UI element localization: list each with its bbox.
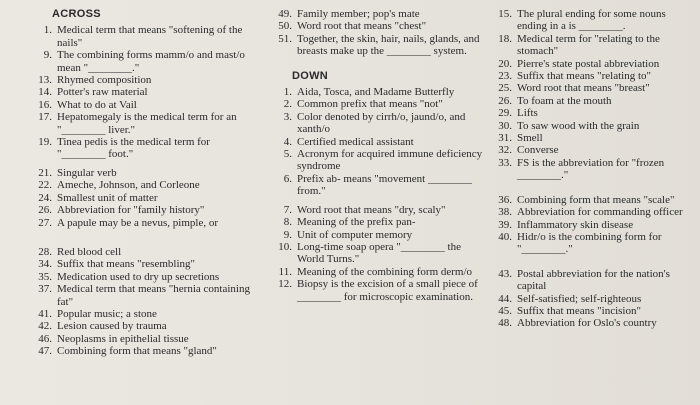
clue-item	[30, 217, 255, 229]
clue-number: 28.	[38, 245, 52, 258]
clue-text: Medical term for "relating to the stomach"	[517, 32, 660, 58]
clue-item	[30, 258, 255, 270]
clue-text: Smallest unit of matter	[57, 191, 158, 204]
clue-item	[30, 246, 255, 258]
clue-number: 34.	[38, 258, 52, 271]
clue-item	[490, 157, 695, 182]
clue-number: 43.	[498, 267, 512, 280]
clue-text: Pierre's state postal abbreviation	[517, 57, 660, 70]
clue-number: 29.	[498, 107, 512, 120]
clue-number: 14.	[38, 86, 52, 99]
clue-number: 31.	[498, 132, 512, 145]
clue-number: 1.	[283, 86, 292, 99]
clue-text: A papule may be a nevus, pimple, or	[57, 216, 218, 229]
clue-number: 26.	[498, 94, 512, 107]
clue-text: The combining forms mamm/o and mast/o mean "________."	[57, 49, 245, 74]
clue-item	[270, 98, 490, 110]
clue-text: Hidr/o is the combining form for "________."	[517, 230, 662, 256]
clue-text: Common prefix that means "not"	[297, 98, 443, 111]
clue-item	[490, 206, 695, 218]
clue-text: Aida, Tosca, and Madame Butterfly	[297, 86, 455, 99]
clue-item	[490, 132, 695, 144]
clue-text: Combining form that means "gland"	[57, 345, 217, 358]
clue-number: 9.	[43, 49, 52, 62]
clue-number: 22.	[38, 179, 52, 192]
clue-item	[490, 58, 695, 70]
clue-text: Abbreviation for commanding officer	[517, 206, 683, 219]
clue-column-3	[490, 8, 695, 330]
clue-item	[30, 86, 255, 98]
clue-number: 9.	[283, 228, 292, 241]
clue-text: Meaning of the combining form derm/o	[297, 265, 473, 278]
clue-number: 2.	[283, 98, 292, 111]
clue-text: Word root that means "chest"	[297, 20, 427, 33]
clue-item	[490, 120, 695, 132]
down-heading: DOWN	[292, 69, 329, 82]
clue-number: 6.	[283, 172, 292, 185]
clue-text: Self-satisfied; self-righteous	[517, 292, 642, 305]
clue-item	[270, 204, 490, 216]
clue-item	[270, 278, 490, 303]
down-clues-list-b	[270, 204, 490, 303]
clue-number: 40.	[498, 230, 512, 243]
clue-item	[270, 86, 490, 98]
clue-item	[270, 229, 490, 241]
clue-item	[30, 283, 255, 308]
clue-item	[30, 99, 255, 111]
clue-number: 13.	[38, 74, 52, 87]
clue-item	[30, 24, 255, 49]
clue-text: To saw wood with the grain	[517, 119, 640, 132]
clue-text: Red blood cell	[57, 245, 122, 258]
clue-number: 39.	[498, 218, 512, 231]
clue-text: Suffix that means "relating to"	[517, 70, 652, 83]
clue-item	[270, 216, 490, 228]
clue-text: Certified medical assistant	[297, 135, 414, 148]
clue-number: 36.	[498, 193, 512, 206]
clue-number: 37.	[38, 283, 52, 296]
clue-number: 42.	[38, 320, 52, 333]
clue-item	[490, 231, 695, 256]
clue-item	[30, 167, 255, 179]
clue-number: 44.	[498, 292, 512, 305]
clue-text: Smell	[517, 132, 543, 145]
clue-text: Unit of computer memory	[297, 228, 413, 241]
clue-number: 45.	[498, 304, 512, 317]
clue-text: Lesion caused by trauma	[57, 320, 167, 333]
clue-item	[270, 20, 490, 32]
clue-number: 20.	[498, 57, 512, 70]
clue-number: 51.	[278, 32, 292, 45]
clue-number: 1.	[43, 24, 52, 37]
clue-number: 48.	[498, 317, 512, 330]
clue-number: 4.	[283, 135, 292, 148]
clue-number: 32.	[498, 144, 512, 157]
clue-item	[490, 82, 695, 94]
clue-number: 11.	[278, 265, 292, 278]
clue-text: Hepatomegaly is the medical term for an "________ liver."	[57, 111, 237, 136]
clue-text: The plural ending for some nouns ending in a is ________.	[517, 8, 666, 33]
clue-number: 12.	[278, 278, 292, 291]
clue-text: Long-time soap opera "________ the World Turns."	[297, 240, 461, 266]
clue-number: 33.	[498, 156, 512, 169]
clue-text: What to do at Vail	[57, 98, 137, 111]
clue-text: Tinea pedis is the medical term for "________ foot."	[57, 136, 210, 161]
clue-column-2	[270, 8, 490, 303]
clue-text: Potter's raw material	[57, 86, 148, 99]
clue-item	[490, 268, 695, 293]
clue-item	[270, 173, 490, 198]
clue-number: 41.	[38, 307, 52, 320]
clue-number: 47.	[38, 345, 52, 358]
clue-number: 27.	[38, 216, 52, 229]
clue-text: Ameche, Johnson, and Corleone	[57, 179, 200, 192]
clue-number: 24.	[38, 191, 52, 204]
clue-text: Postal abbreviation for the nation's capital	[517, 267, 670, 293]
clue-text: Word root that means "breast"	[517, 82, 650, 95]
across-heading: ACROSS	[52, 8, 101, 20]
clue-item	[490, 70, 695, 82]
clue-item	[30, 179, 255, 191]
clue-item	[490, 107, 695, 119]
clue-item	[270, 33, 490, 58]
clue-number: 8.	[283, 216, 292, 229]
clue-text: Abbreviation for Oslo's country	[517, 317, 657, 330]
clue-text: Popular music; a stone	[57, 307, 157, 320]
clue-text: Rhymed composition	[57, 74, 152, 87]
clue-number: 49.	[278, 8, 292, 20]
clue-text: Meaning of the prefix pan-	[297, 216, 416, 229]
clue-number: 30.	[498, 119, 512, 132]
clue-item	[30, 345, 255, 357]
clue-item	[490, 317, 695, 329]
clue-item	[270, 8, 490, 20]
clue-number: 3.	[283, 110, 292, 123]
clue-number: 17.	[38, 111, 52, 124]
clue-number: 16.	[38, 98, 52, 111]
clue-text: Singular verb	[57, 166, 117, 179]
clue-text: Suffix that means "resembling"	[57, 258, 196, 271]
clue-text: Combining form that means "scale"	[517, 193, 675, 206]
clue-number: 10.	[278, 240, 292, 253]
clue-text: Abbreviation for "family history"	[57, 204, 205, 217]
clue-item	[30, 74, 255, 86]
across-clues-list-c	[30, 246, 255, 358]
clue-number: 18.	[498, 32, 512, 45]
clue-number: 38.	[498, 206, 512, 219]
clue-text: Acronym for acquired immune deficiency syndrome	[297, 148, 483, 173]
clue-number: 5.	[283, 148, 292, 161]
down-clues-list-a	[270, 86, 490, 198]
clue-text: Neoplasms in epithelial tissue	[57, 332, 189, 345]
clue-item	[490, 194, 695, 206]
clue-column-1	[30, 8, 255, 358]
clue-text: Medical term that means "hernia containing fat"	[57, 283, 250, 308]
down-clues-list-e	[490, 268, 695, 330]
clue-number: 26.	[38, 204, 52, 217]
clue-item	[490, 219, 695, 231]
clue-number: 21.	[38, 166, 52, 179]
clue-item	[30, 271, 255, 283]
clue-item	[30, 192, 255, 204]
down-clues-list-d	[490, 194, 695, 256]
clue-number: 35.	[38, 270, 52, 283]
clue-number: 50.	[278, 20, 292, 33]
clue-number: 46.	[38, 332, 52, 345]
clue-number: 25.	[498, 82, 512, 95]
clue-item	[490, 144, 695, 156]
clue-number: 23.	[498, 70, 512, 83]
clue-text: Converse	[517, 144, 559, 157]
down-clues-list-c	[490, 8, 695, 182]
clue-item	[490, 293, 695, 305]
clue-text: Prefix ab- means "movement ________ from."	[297, 172, 472, 198]
clue-text: Lifts	[517, 107, 538, 120]
clue-item	[30, 136, 255, 161]
clue-text: Suffix that means "incision"	[517, 304, 641, 317]
clue-text: Medical term that means "softening of the nails"	[57, 24, 243, 49]
clue-item	[490, 33, 695, 58]
clue-item	[490, 95, 695, 107]
clue-item	[270, 241, 490, 266]
across-clues-list-b	[30, 167, 255, 229]
clue-text: Biopsy is the excision of a small piece of ________ for microscopic examination.	[297, 278, 478, 303]
clue-item	[270, 266, 490, 278]
clue-number: 19.	[38, 136, 52, 149]
clue-item	[270, 136, 490, 148]
clue-text: Together, the skin, hair, nails, glands, and breasts make up the ________ system.	[297, 32, 480, 58]
across-clues-list-a	[30, 24, 255, 160]
clue-text: Color denoted by cirrh/o, jaund/o, and xanth/o	[297, 110, 466, 136]
clue-item	[30, 204, 255, 216]
clue-text: To foam at the mouth	[517, 94, 612, 107]
clue-number: 7.	[283, 203, 292, 216]
clue-text: Inflammatory skin disease	[517, 218, 634, 231]
clue-item	[30, 320, 255, 332]
clue-text: Word root that means "dry, scaly"	[297, 203, 446, 216]
clue-item	[30, 333, 255, 345]
clue-item	[30, 49, 255, 74]
clue-text: FS is the abbreviation for "frozen ________."	[517, 156, 665, 182]
clue-item	[490, 305, 695, 317]
clue-text: Family member; pop's mate	[297, 8, 420, 20]
clue-item	[270, 111, 490, 136]
clue-item	[30, 111, 255, 136]
clue-text: Medication used to dry up secretions	[57, 270, 220, 283]
clue-number: 15.	[498, 8, 512, 20]
clue-item	[30, 308, 255, 320]
clue-item	[270, 148, 490, 173]
clue-item	[490, 8, 695, 33]
across-clues-list-d	[270, 8, 490, 58]
